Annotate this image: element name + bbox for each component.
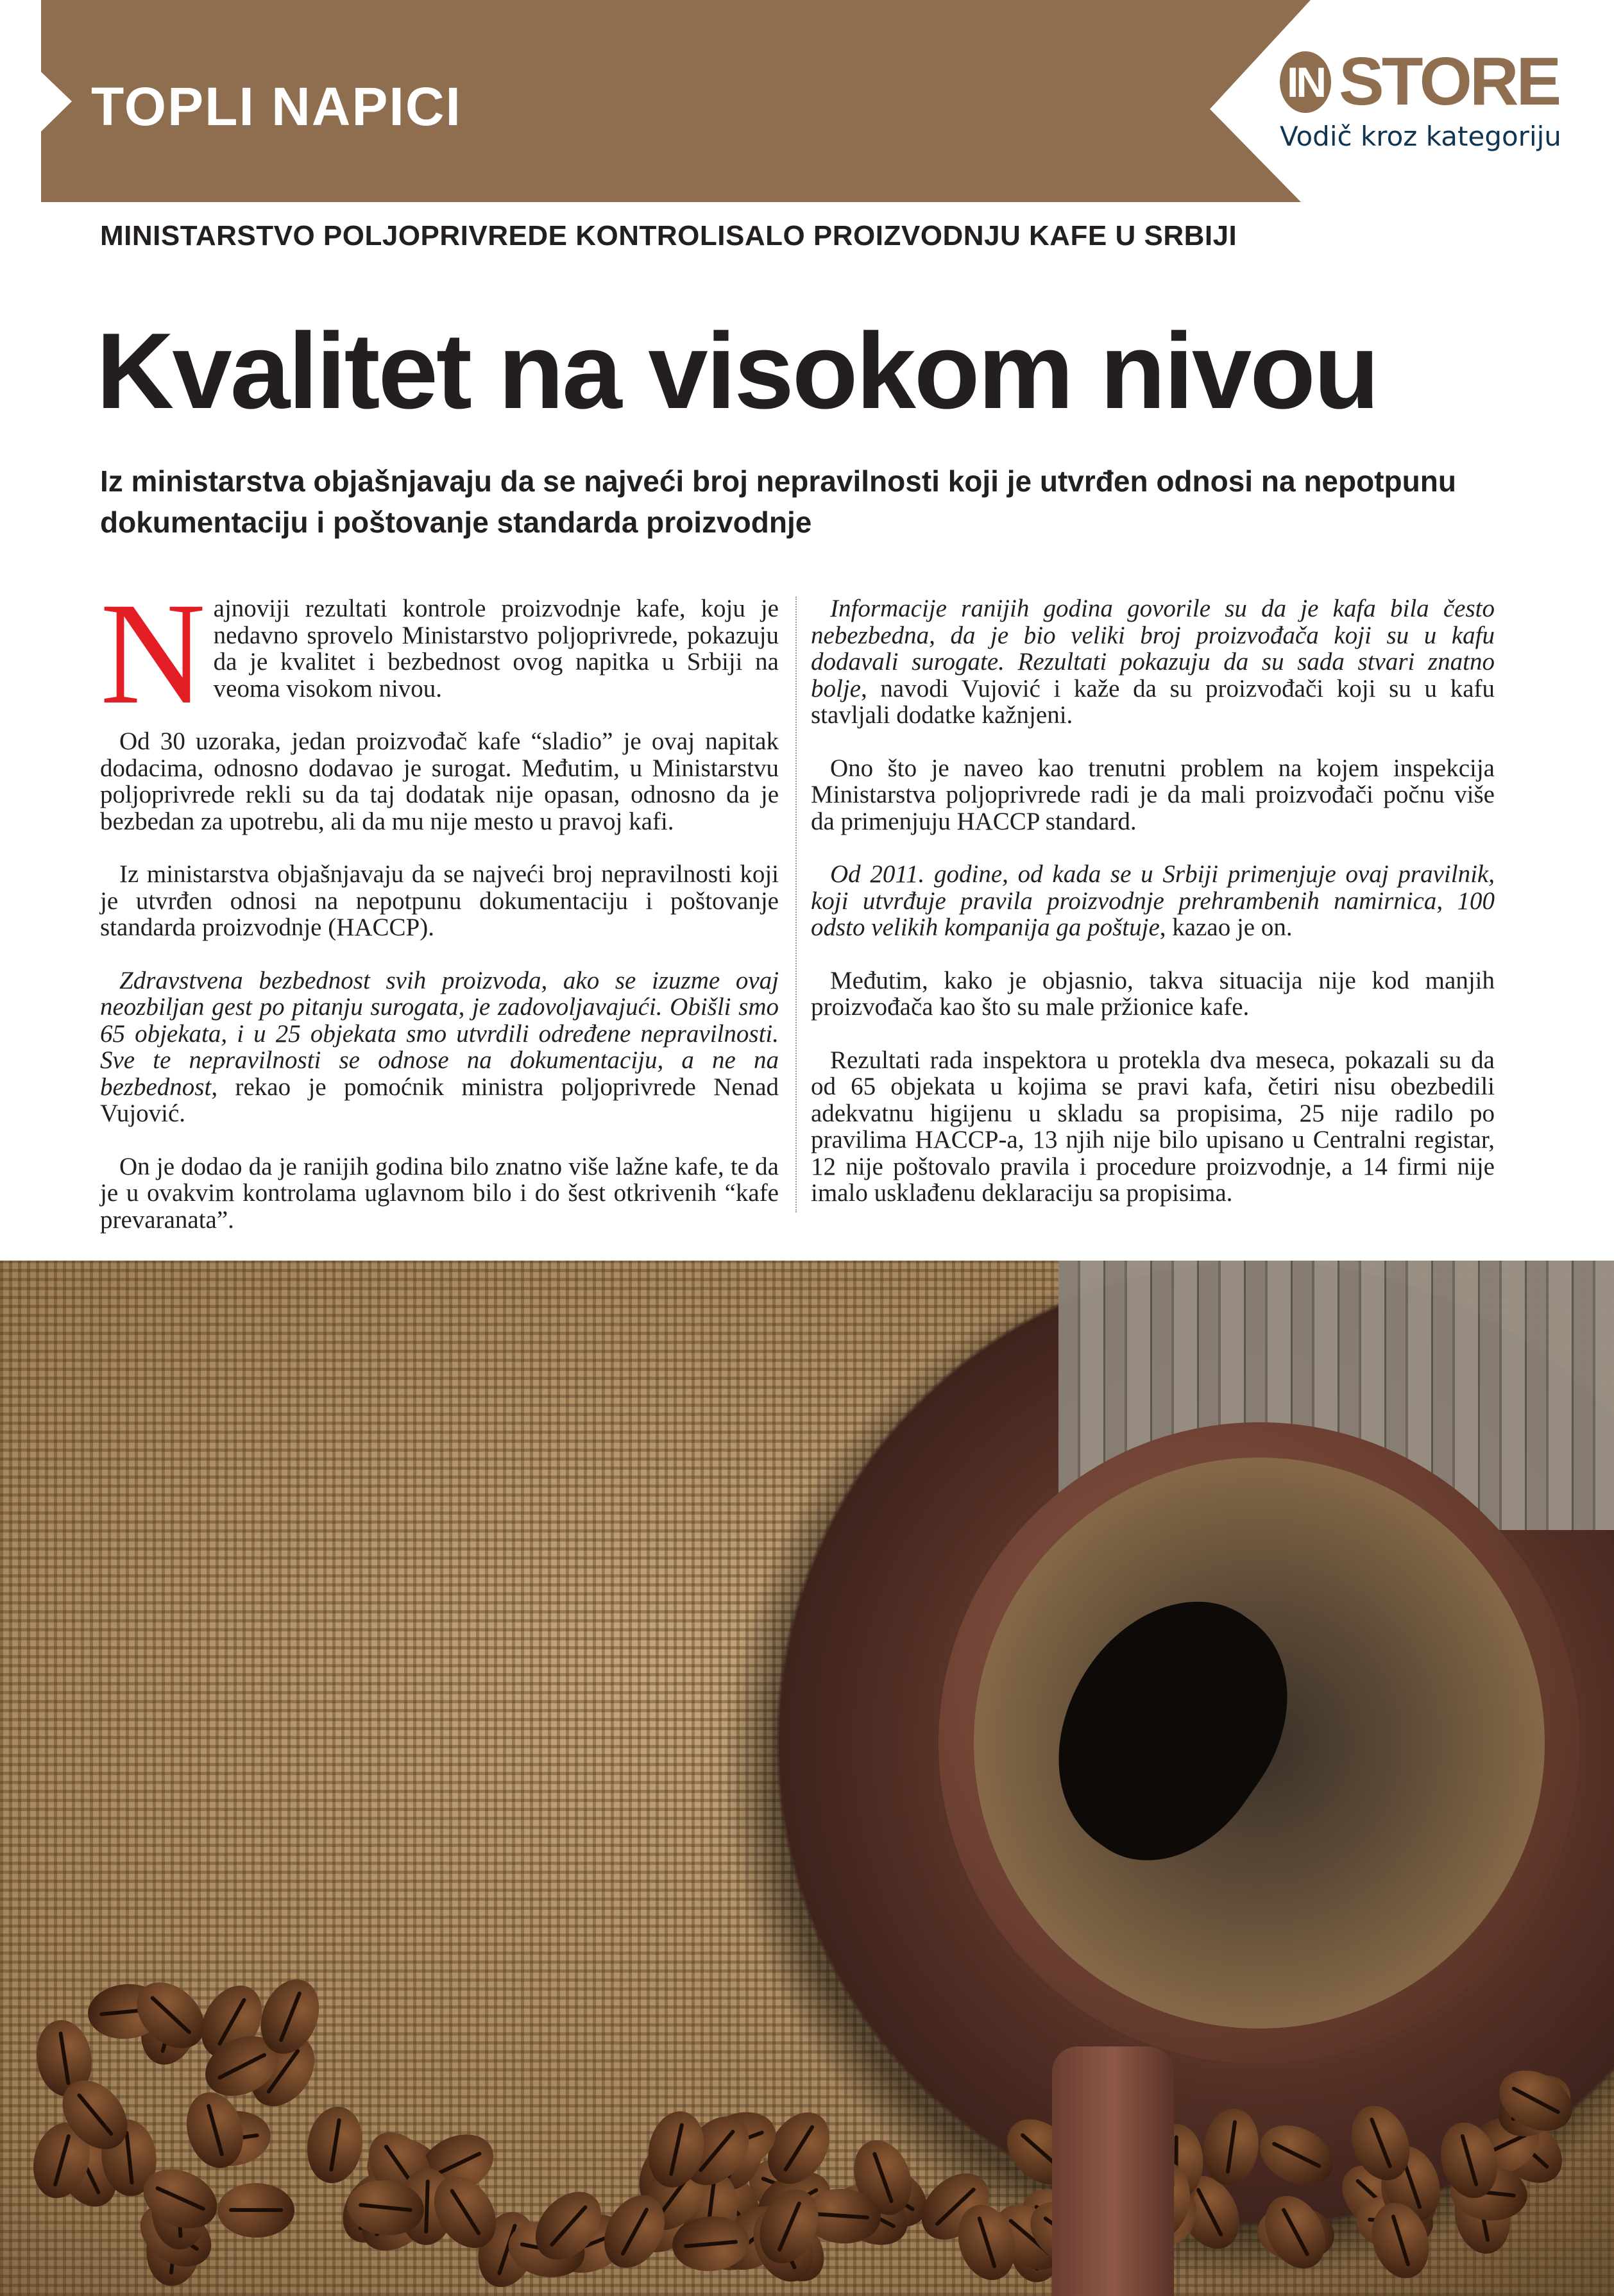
logo-mark: IN [1280, 51, 1331, 113]
article-headline: Kvalitet na visokom nivou [96, 310, 1378, 431]
paragraph [811, 595, 1495, 729]
quote-text: Zdravstvena bezbednost svih proizvoda, ako se izuzme ovaj neozbiljan gest po pitanju surogata, je zadovoljavajući. Obišli smo 65 objekata, i u 25 objekata smo utvrdili određene nepravilnosti. Sve te nepravilnosti se odnose na dokumentaciju, a ne na bezbednost [100, 966, 779, 1101]
article-kicker: MINISTARSTVO POLJOPRIVREDE KONTROLISALO PROIZVODNJU KAFE U SRBIJI [100, 220, 1237, 251]
paragraph-text: ajnoviji rezultati kontrole proizvodnje kafe, koju je nedavno sprovelo Ministarstvo poljoprivrede, pokazuju da je kvalitet i bezbednost ovog napitka u Srbiji na veoma visokom nivou. [213, 595, 779, 702]
paragraph: Iz ministarstva objašnjavaju da se najveći broj nepravilnosti koji je utvrđen odnosi na nepotpunu dokumentaciju i poštovanje standarda proizvodnje (HACCP). [100, 860, 779, 941]
article-column-left [100, 573, 779, 1259]
paragraph: Od 30 uzoraka, jedan proizvođač kafe “sladio” je ovaj napitak dodacima, odnosno dodavao je surogat. Međutim, u Ministarstvu poljoprivrede rekli su da taj dodatak nije opasan, odnosno da je bezbedan za upotrebu, ali da mu nije mesto u pravoj kafi. [100, 727, 779, 835]
quote-text: Od 2011. godine, od kada se u Srbiji primenjuje ovaj pravilnik, koji utvrđuje pravila proizvodnje prehrambenih namirnica, 100 odsto velikih kompanija ga poštuje [811, 860, 1495, 941]
paragraph-text: , rekao je pomoćnik ministra poljoprivrede Nenad Vujović. [100, 1073, 779, 1127]
paragraph [811, 861, 1495, 941]
paragraph [100, 573, 779, 735]
logo-tagline: Vodič kroz kategoriju [1280, 121, 1561, 152]
article-column-right [811, 595, 1495, 1233]
logo-word: STORE [1339, 44, 1559, 119]
coffee-bean [302, 2103, 368, 2188]
paragraph-text: , navodi Vujović i kaže da su proizvođači koji su u kafu stavljali dodatke kažnjeni. [811, 674, 1495, 729]
paragraph [100, 967, 779, 1127]
article-deck: Iz ministarstva objašnjavaju da se najveći broj nepravilnosti koji je utvrđen odnosi na nepotpunu dokumentaciju i poštovanje standarda proizvodnje [100, 464, 1456, 539]
coffee-bean [1250, 2114, 1343, 2197]
paragraph: Ono što je naveo kao trenutni problem na kojem inspekcija Ministarstva poljoprivrede radi je da mali proizvođači počnu više da primenjuju HACCP standard. [811, 754, 1495, 835]
column-divider [795, 597, 797, 1212]
coffee-bean [217, 2183, 294, 2238]
quote-text: Informacije ranijih godina govorile su da je kafa bila često nebezbedna, da je bio veliki broj proizvođača koji su u kafu dodavali surogate. Rezultati pokazuju da su sada stvari znatno bolje [811, 595, 1495, 702]
paragraph: Međutim, kako je objasnio, takva situacija nije kod manjih proizvođača kao što su male pržionice kafe. [811, 966, 1495, 1021]
paragraph: Rezultati rada inspektora u protekla dva meseca, pokazali su da od 65 objekata u kojima se pravi kafa, četiri nisu obezbedili adekvatnu higijenu u skladu sa propisima, 25 nije radilo po pravilima HACCP-a, 13 njih nije bilo upisano u Centralni registar, 12 nije poštovalo pravila i procedure proizvodnje, a 14 firmi nije imalo usklađenu deklaraciju sa propisima. [811, 1046, 1495, 1207]
paragraph: On je dodao da je ranijih godina bilo znatno više lažne kafe, te da je u ovakvim kontrolama uglavnom bilo i do šest otkrivenih “kafe prevaranata”. [100, 1152, 779, 1234]
cup-handle [1052, 2046, 1174, 2296]
instore-logo [1280, 44, 1561, 154]
drop-cap: N [100, 573, 206, 735]
paragraph-text: , kazao je on. [1159, 914, 1293, 941]
section-title: TOPLI NAPICI [91, 76, 462, 137]
